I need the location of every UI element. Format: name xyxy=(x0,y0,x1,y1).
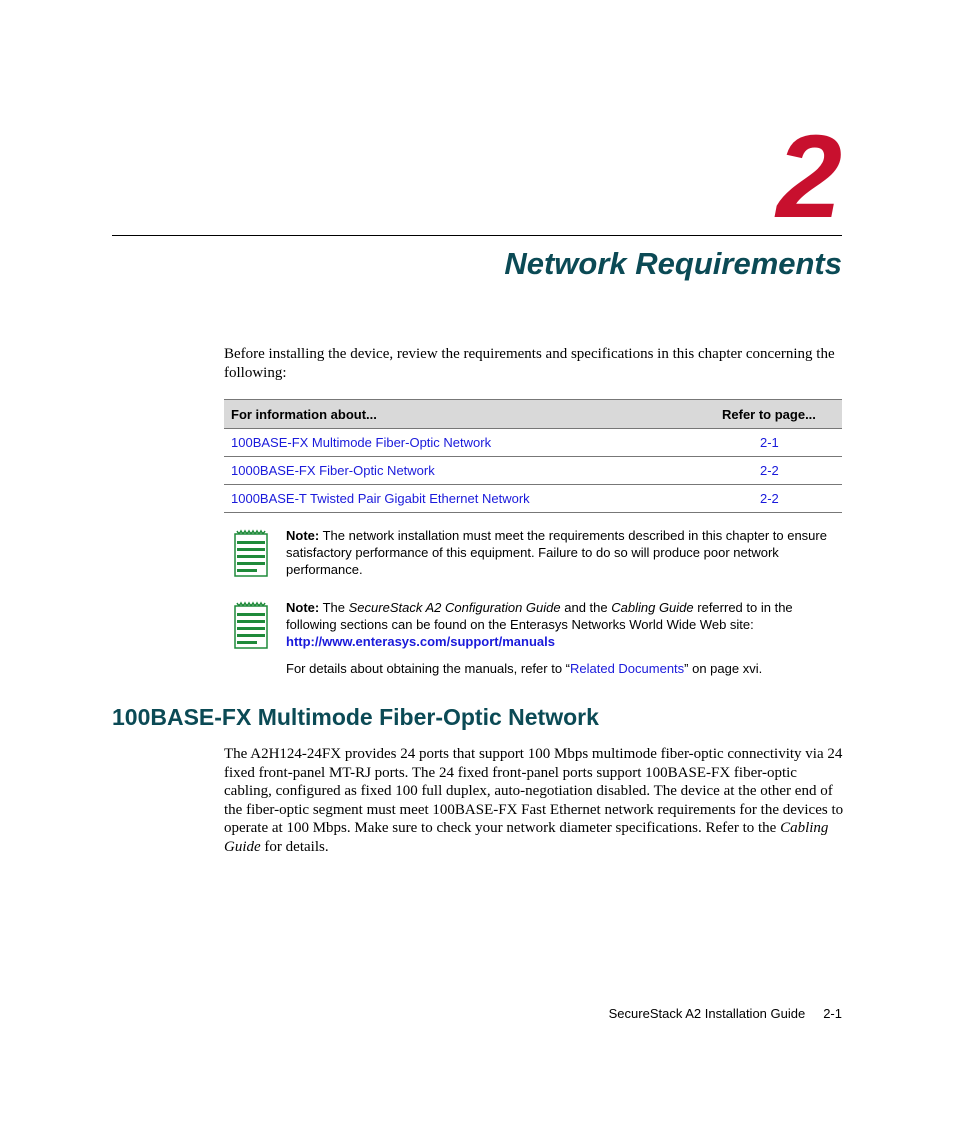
note-body: The network installation must meet the requirements described in this chapter to ensure satisfactory performance of this equipment. Failure to do so will produce poor network performance. xyxy=(286,528,827,577)
note-text-post: referred to in the following sections can be found on the Enterasys Networks World Wide Web site: xyxy=(286,600,793,632)
details-pre: For details about obtaining the manuals, refer to “ xyxy=(286,661,570,676)
table-page-link[interactable]: 2-2 xyxy=(760,491,779,506)
table-page-link[interactable]: 2-2 xyxy=(760,463,779,478)
footer-guide-title: SecureStack A2 Installation Guide xyxy=(608,1006,806,1021)
table-link-100base-fx[interactable]: 100BASE-FX Multimode Fiber-Optic Network xyxy=(231,435,492,450)
intro-paragraph: Before installing the device, review the requirements and specifications in this chapter concerning the following: xyxy=(224,346,835,381)
chapter-number: 2 xyxy=(776,111,842,243)
table-link-1000base-fx[interactable]: 1000BASE-FX Fiber-Optic Network xyxy=(231,463,435,478)
section-heading: 100BASE-FX Multimode Fiber-Optic Network xyxy=(112,704,599,730)
note-details xyxy=(286,660,846,677)
notepad-icon xyxy=(234,601,268,649)
note-text-pre: The xyxy=(322,600,346,615)
table-page-link[interactable]: 2-1 xyxy=(760,435,779,450)
note-label: Note: xyxy=(286,600,320,615)
details-post: ” on page xvi. xyxy=(684,661,763,676)
section-body-text: The A2H124-24FX provides 24 ports that support 100 Mbps multimode fiber-optic connectivity via 24 fixed front-panel MT-RJ ports. The 24 fixed front-panel ports support 100BASE-FX fiber-optic cabling, configured as fixed 100 full duplex, auto-negotiation disabled. The device at the other end of the fiber-optic segment must meet 100BASE-FX Fast Ethernet network requirements for the devices to operate at 100 Mbps. Make sure to check your network diameter specifications. Refer to the xyxy=(224,746,844,837)
doc-title-config-guide: SecureStack A2 Configuration Guide xyxy=(348,600,561,615)
section-body-end: for details. xyxy=(264,838,329,855)
section-body xyxy=(224,745,844,857)
note-text xyxy=(286,599,846,650)
table-header-row xyxy=(224,400,842,429)
table-header-page: Refer to page... xyxy=(722,400,842,429)
note-text xyxy=(286,527,846,578)
related-documents-link[interactable]: Related Documents xyxy=(570,661,685,676)
note-text-mid: and the xyxy=(564,600,608,615)
footer-page-number: 2-1 xyxy=(823,1006,842,1021)
manuals-url-link[interactable]: http://www.enterasys.com/support/manuals xyxy=(286,634,555,649)
table-header-topic: For information about... xyxy=(224,400,722,429)
page-footer xyxy=(609,1006,842,1021)
table-row xyxy=(224,457,842,485)
table-row xyxy=(224,485,842,513)
chapter-title: Network Requirements xyxy=(504,246,842,281)
doc-title-cabling-guide: Cabling Guide xyxy=(224,820,829,855)
table-link-1000base-t[interactable]: 1000BASE-T Twisted Pair Gigabit Ethernet Network xyxy=(231,491,530,506)
notepad-icon xyxy=(234,529,268,577)
reference-table xyxy=(224,399,842,513)
chapter-rule xyxy=(112,235,842,236)
table-row xyxy=(224,429,842,457)
doc-title-cabling-guide: Cabling Guide xyxy=(611,600,694,615)
note-label: Note: xyxy=(286,528,320,543)
